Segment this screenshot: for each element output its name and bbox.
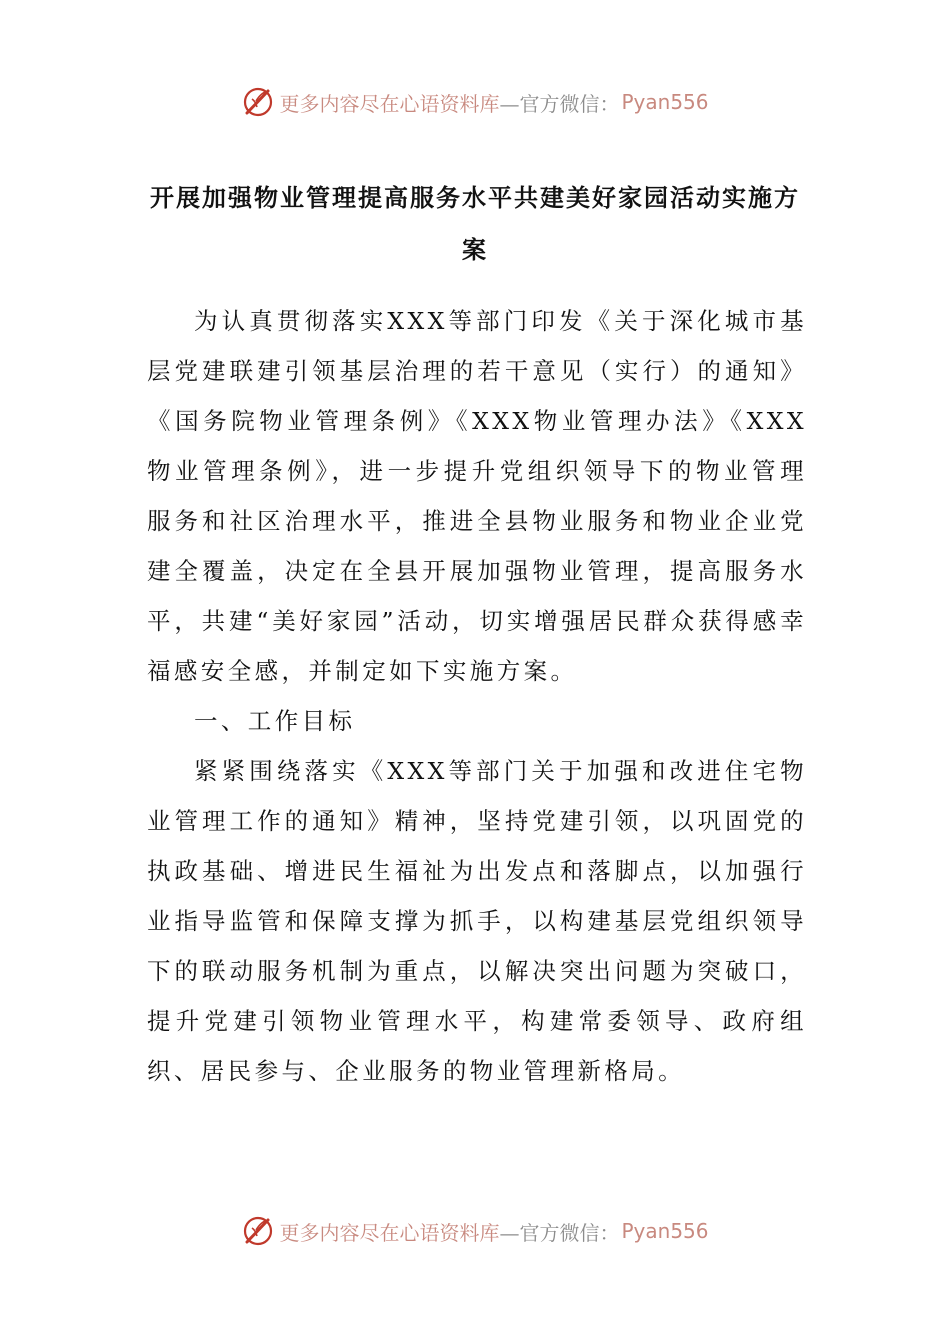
- header-watermark-banner: [0, 82, 950, 122]
- banner-site-name: 更多内容尽在心语资料库: [279, 1220, 500, 1245]
- banner-wechat-id: Pyan556: [621, 90, 709, 114]
- intro-paragraph: 为认真贯彻落实XXX等部门印发《关于深化城市基层党建联建引领基层治理的若干意见（实行）的通知》《国务院物业管理条例》《XXX物业管理办法》《XXX物业管理条例》，进一步提升党组织领导下的物业管理服务和社区治理水平，推进全县物业服务和物业企业党建全覆盖，决定在全县开展加强物业管理，提高服务水平，共建“美好家园”活动，切实增强居民群众获得感幸福感安全感，并制定如下实施方案。: [147, 307, 807, 685]
- banner-wechat-label: —官方微信：: [499, 91, 620, 116]
- footer-watermark-banner: [0, 1211, 950, 1251]
- quill-pen-logo-icon: [241, 1214, 275, 1248]
- section-heading-work-goals: 一、工作目标: [194, 707, 356, 735]
- work-goals-paragraph: 紧紧围绕落实《XXX等部门关于加强和改进住宅物业管理工作的通知》精神，坚持党建引领，以巩固党的执政基础、增进民生福祉为出发点和落脚点，以加强行业指导监管和保障支撑为抓手，以构建基层党组织领导下的联动服务机制为重点，以解决突出问题为突破口，提升党建引领物业管理水平，构建常委领导、政府组织、居民参与、企业服务的物业管理新格局。: [147, 757, 807, 1085]
- banner-wechat-id: Pyan556: [621, 1219, 709, 1243]
- quill-pen-logo-icon: [241, 85, 275, 119]
- banner-site-name: 更多内容尽在心语资料库: [279, 91, 500, 116]
- document-title: 开展加强物业管理提高服务水平共建美好家园活动实施方案: [150, 184, 800, 264]
- banner-wechat-label: —官方微信：: [499, 1220, 620, 1245]
- document-body: [147, 296, 807, 1096]
